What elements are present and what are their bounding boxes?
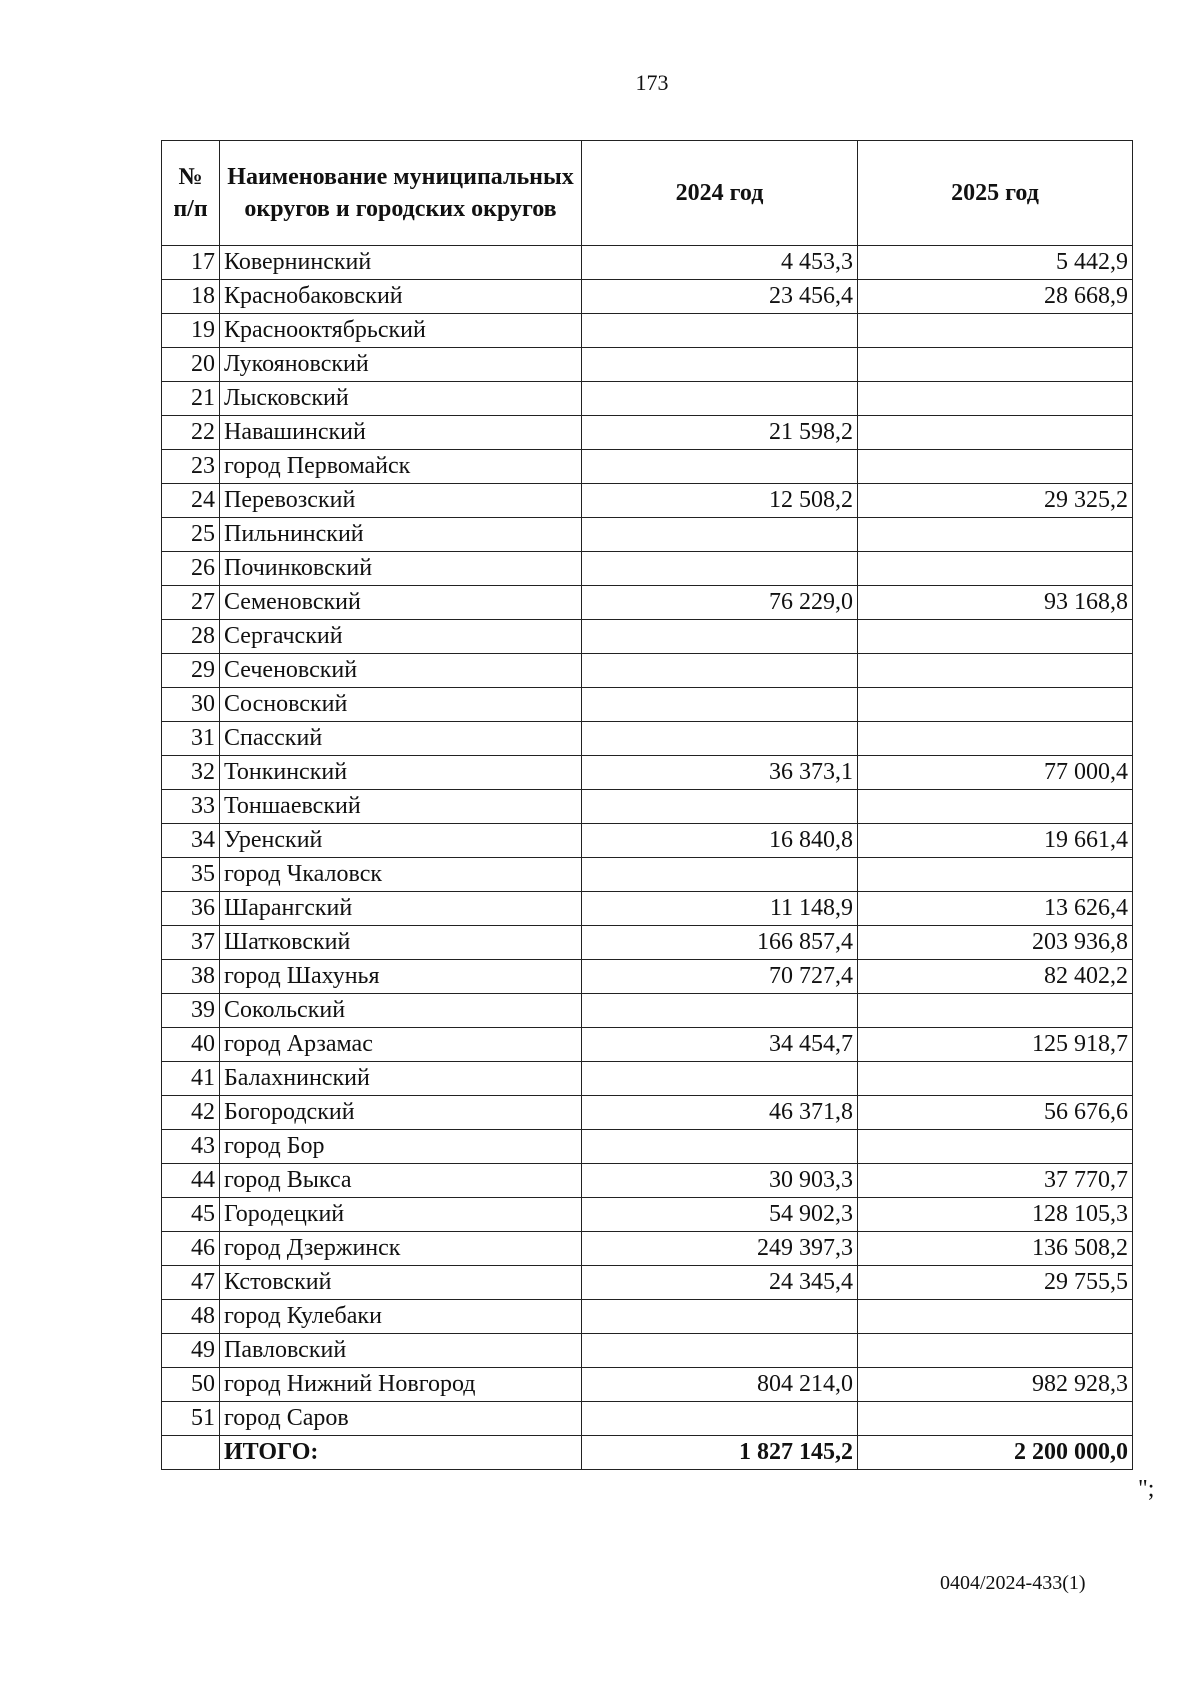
table-row — [162, 926, 1133, 960]
table-row — [162, 280, 1133, 314]
row-value-2025: 29 325,2 — [858, 484, 1133, 518]
row-value-2024 — [582, 1402, 858, 1436]
row-name: Краснобаковский — [220, 280, 582, 314]
row-number: 25 — [162, 518, 220, 552]
row-value-2024 — [582, 1062, 858, 1096]
row-name: Тоншаевский — [220, 790, 582, 824]
row-value-2025 — [858, 382, 1133, 416]
row-name: Починковский — [220, 552, 582, 586]
table-row — [162, 450, 1133, 484]
row-value-2024: 36 373,1 — [582, 756, 858, 790]
row-number: 18 — [162, 280, 220, 314]
row-value-2025 — [858, 1402, 1133, 1436]
row-value-2024: 11 148,9 — [582, 892, 858, 926]
row-number: 45 — [162, 1198, 220, 1232]
header-name: Наименование муниципальных округов и городских округов — [220, 141, 582, 246]
total-2025: 2 200 000,0 — [858, 1436, 1133, 1470]
total-label: ИТОГО: — [220, 1436, 582, 1470]
row-value-2024 — [582, 552, 858, 586]
row-value-2025 — [858, 348, 1133, 382]
row-number: 36 — [162, 892, 220, 926]
header-num: № п/п — [162, 141, 220, 246]
row-name: Шатковский — [220, 926, 582, 960]
row-value-2024 — [582, 722, 858, 756]
table-row — [162, 1300, 1133, 1334]
row-name: город Шахунья — [220, 960, 582, 994]
row-number: 48 — [162, 1300, 220, 1334]
row-value-2024 — [582, 620, 858, 654]
row-name: Шарангский — [220, 892, 582, 926]
row-name: Сергачский — [220, 620, 582, 654]
row-number: 37 — [162, 926, 220, 960]
row-number: 39 — [162, 994, 220, 1028]
row-name: Семеновский — [220, 586, 582, 620]
row-value-2024 — [582, 314, 858, 348]
row-value-2025 — [858, 790, 1133, 824]
row-value-2024 — [582, 348, 858, 382]
row-name: Спасский — [220, 722, 582, 756]
total-2024: 1 827 145,2 — [582, 1436, 858, 1470]
row-name: Тонкинский — [220, 756, 582, 790]
row-name: Лукояновский — [220, 348, 582, 382]
row-value-2025: 77 000,4 — [858, 756, 1133, 790]
table-row — [162, 994, 1133, 1028]
row-value-2024: 30 903,3 — [582, 1164, 858, 1198]
row-value-2025: 82 402,2 — [858, 960, 1133, 994]
row-name: Уренский — [220, 824, 582, 858]
table-row — [162, 382, 1133, 416]
row-name: Сосновский — [220, 688, 582, 722]
table-row — [162, 314, 1133, 348]
row-number: 51 — [162, 1402, 220, 1436]
row-value-2024 — [582, 688, 858, 722]
row-value-2025: 93 168,8 — [858, 586, 1133, 620]
row-value-2025: 29 755,5 — [858, 1266, 1133, 1300]
row-number: 32 — [162, 756, 220, 790]
row-number: 46 — [162, 1232, 220, 1266]
row-name: Сеченовский — [220, 654, 582, 688]
row-value-2025 — [858, 1300, 1133, 1334]
row-value-2025: 13 626,4 — [858, 892, 1133, 926]
row-name: город Чкаловск — [220, 858, 582, 892]
row-value-2024: 46 371,8 — [582, 1096, 858, 1130]
table-row — [162, 1368, 1133, 1402]
row-value-2025 — [858, 416, 1133, 450]
row-number: 21 — [162, 382, 220, 416]
document-code: 0404/2024-433(1) — [940, 1572, 1086, 1594]
row-value-2025: 128 105,3 — [858, 1198, 1133, 1232]
table-row — [162, 1096, 1133, 1130]
row-number: 41 — [162, 1062, 220, 1096]
allocation-table — [161, 140, 1133, 1470]
row-value-2024: 76 229,0 — [582, 586, 858, 620]
table-row — [162, 654, 1133, 688]
row-value-2025 — [858, 1334, 1133, 1368]
row-value-2024: 804 214,0 — [582, 1368, 858, 1402]
row-number: 30 — [162, 688, 220, 722]
row-value-2024: 70 727,4 — [582, 960, 858, 994]
row-value-2024: 12 508,2 — [582, 484, 858, 518]
table-row — [162, 552, 1133, 586]
row-name: Навашинский — [220, 416, 582, 450]
row-number: 27 — [162, 586, 220, 620]
row-name: Лысковский — [220, 382, 582, 416]
row-number: 33 — [162, 790, 220, 824]
page-number: 173 — [635, 70, 669, 95]
table-row — [162, 688, 1133, 722]
row-value-2024 — [582, 654, 858, 688]
row-number: 49 — [162, 1334, 220, 1368]
row-value-2025 — [858, 620, 1133, 654]
table-row — [162, 1402, 1133, 1436]
row-value-2024: 249 397,3 — [582, 1232, 858, 1266]
table-row — [162, 858, 1133, 892]
row-value-2025: 136 508,2 — [858, 1232, 1133, 1266]
table-header-row — [162, 141, 1133, 246]
row-value-2025 — [858, 450, 1133, 484]
row-number: 29 — [162, 654, 220, 688]
row-name: Балахнинский — [220, 1062, 582, 1096]
row-number: 19 — [162, 314, 220, 348]
table-row — [162, 586, 1133, 620]
table-row — [162, 1028, 1133, 1062]
row-value-2025 — [858, 314, 1133, 348]
row-value-2024 — [582, 994, 858, 1028]
closing-quote-mark: "; — [1138, 1476, 1155, 1502]
row-name: Сокольский — [220, 994, 582, 1028]
row-number: 20 — [162, 348, 220, 382]
row-value-2024 — [582, 790, 858, 824]
row-value-2024 — [582, 858, 858, 892]
row-number: 31 — [162, 722, 220, 756]
row-value-2024 — [582, 450, 858, 484]
row-value-2025 — [858, 722, 1133, 756]
header-year-2025: 2025 год — [858, 141, 1133, 246]
row-value-2025: 19 661,4 — [858, 824, 1133, 858]
row-name: город Выкса — [220, 1164, 582, 1198]
row-name: Перевозский — [220, 484, 582, 518]
table-row — [162, 246, 1133, 280]
row-number: 47 — [162, 1266, 220, 1300]
row-value-2025: 125 918,7 — [858, 1028, 1133, 1062]
row-name: город Нижний Новгород — [220, 1368, 582, 1402]
table-row — [162, 1198, 1133, 1232]
row-value-2025 — [858, 994, 1133, 1028]
row-value-2025: 37 770,7 — [858, 1164, 1133, 1198]
row-name: Городецкий — [220, 1198, 582, 1232]
row-number: 26 — [162, 552, 220, 586]
table-row — [162, 756, 1133, 790]
row-number: 42 — [162, 1096, 220, 1130]
row-name: город Первомайск — [220, 450, 582, 484]
row-value-2024 — [582, 1334, 858, 1368]
row-number: 38 — [162, 960, 220, 994]
row-value-2025: 5 442,9 — [858, 246, 1133, 280]
row-value-2025 — [858, 518, 1133, 552]
row-value-2024: 24 345,4 — [582, 1266, 858, 1300]
table-row — [162, 1164, 1133, 1198]
row-number: 50 — [162, 1368, 220, 1402]
row-value-2024: 54 902,3 — [582, 1198, 858, 1232]
row-value-2025 — [858, 688, 1133, 722]
row-value-2025: 203 936,8 — [858, 926, 1133, 960]
total-row — [162, 1436, 1133, 1470]
row-name: город Кулебаки — [220, 1300, 582, 1334]
row-value-2024 — [582, 1300, 858, 1334]
row-name: Павловский — [220, 1334, 582, 1368]
row-value-2024: 166 857,4 — [582, 926, 858, 960]
row-value-2025 — [858, 858, 1133, 892]
row-number: 24 — [162, 484, 220, 518]
row-value-2024: 4 453,3 — [582, 246, 858, 280]
table-row — [162, 1062, 1133, 1096]
row-value-2024 — [582, 518, 858, 552]
table-row — [162, 1266, 1133, 1300]
row-value-2024 — [582, 1130, 858, 1164]
table-row — [162, 518, 1133, 552]
row-value-2024: 23 456,4 — [582, 280, 858, 314]
row-number: 40 — [162, 1028, 220, 1062]
table-row — [162, 484, 1133, 518]
row-value-2024: 16 840,8 — [582, 824, 858, 858]
row-name: город Бор — [220, 1130, 582, 1164]
table-row — [162, 790, 1133, 824]
table-row — [162, 348, 1133, 382]
header-year-2024: 2024 год — [582, 141, 858, 246]
row-name: Богородский — [220, 1096, 582, 1130]
row-value-2025: 982 928,3 — [858, 1368, 1133, 1402]
row-number: 23 — [162, 450, 220, 484]
row-number: 28 — [162, 620, 220, 654]
row-name: город Саров — [220, 1402, 582, 1436]
row-value-2024 — [582, 382, 858, 416]
row-value-2025: 56 676,6 — [858, 1096, 1133, 1130]
row-number: 22 — [162, 416, 220, 450]
table-row — [162, 960, 1133, 994]
row-name: Ковернинский — [220, 246, 582, 280]
table-row — [162, 620, 1133, 654]
row-value-2025 — [858, 654, 1133, 688]
row-name: Кстовский — [220, 1266, 582, 1300]
row-number: 34 — [162, 824, 220, 858]
table-body — [162, 246, 1133, 1436]
row-name: город Дзержинск — [220, 1232, 582, 1266]
table-row — [162, 824, 1133, 858]
table-row — [162, 416, 1133, 450]
row-value-2025 — [858, 1130, 1133, 1164]
row-value-2024: 34 454,7 — [582, 1028, 858, 1062]
row-value-2025 — [858, 1062, 1133, 1096]
row-name: Пильнинский — [220, 518, 582, 552]
table-row — [162, 1334, 1133, 1368]
table-row — [162, 1130, 1133, 1164]
row-number: 35 — [162, 858, 220, 892]
row-number: 17 — [162, 246, 220, 280]
total-num-cell — [162, 1436, 220, 1470]
row-number: 44 — [162, 1164, 220, 1198]
row-number: 43 — [162, 1130, 220, 1164]
row-name: Краснооктябрьский — [220, 314, 582, 348]
table-row — [162, 1232, 1133, 1266]
table-row — [162, 892, 1133, 926]
row-value-2024: 21 598,2 — [582, 416, 858, 450]
table-row — [162, 722, 1133, 756]
row-value-2025 — [858, 552, 1133, 586]
row-value-2025: 28 668,9 — [858, 280, 1133, 314]
row-name: город Арзамас — [220, 1028, 582, 1062]
